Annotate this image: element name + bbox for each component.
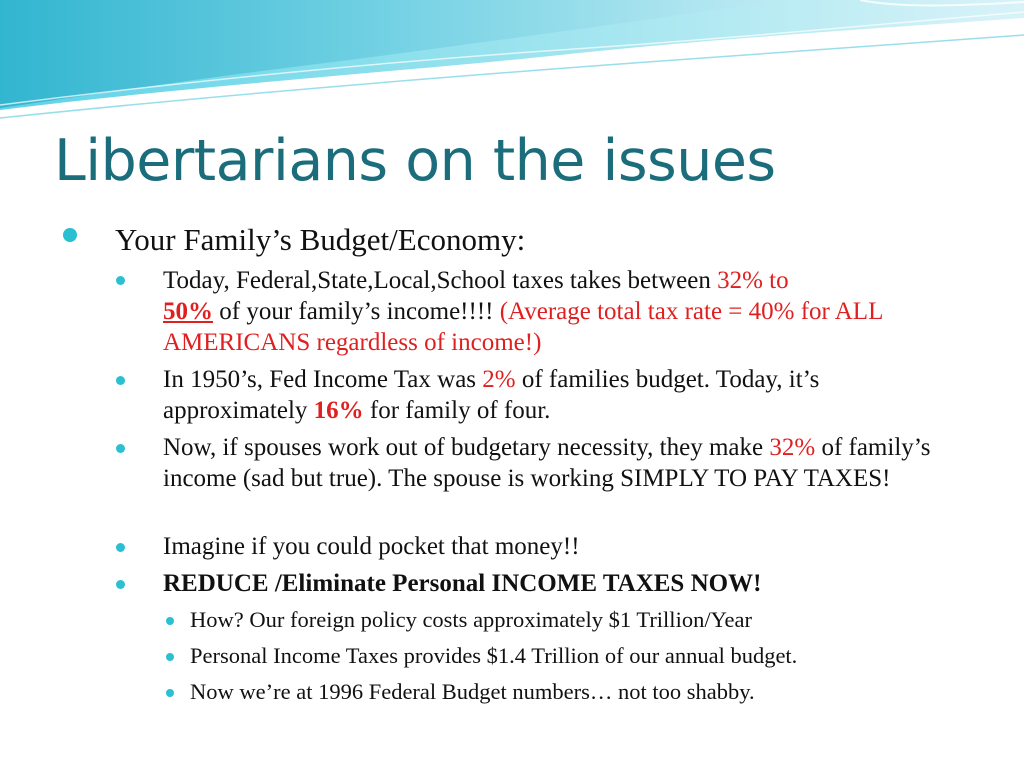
slide-title: Libertarians on the issues [54, 128, 776, 194]
highlight-text: (Average total tax rate = 40% for ALL AMERICANS regardless of income!) [163, 298, 883, 356]
item-text: for family of four. [363, 397, 551, 424]
bullet-icon [166, 653, 174, 661]
item-text: In 1950’s, Fed Income Tax was [163, 366, 483, 393]
list-item [163, 265, 963, 358]
sub-list-item: Personal Income Taxes provides $1.4 Trillion of our annual budget. [190, 643, 798, 668]
list-item [163, 364, 963, 426]
highlight-text: 32% [769, 434, 816, 461]
sub-list-item: Now we’re at 1996 Federal Budget numbers… not too shabby. [190, 679, 755, 704]
highlight-text: 16% [313, 397, 364, 424]
bullet-icon [116, 376, 125, 385]
sub-list-item: How? Our foreign policy costs approximately $1 Trillion/Year [190, 607, 753, 632]
highlight-text: 50% [163, 298, 213, 325]
bullet-icon [166, 689, 174, 697]
bullet-icon [116, 580, 125, 589]
bullet-icon [116, 543, 125, 552]
item-text: Today, Federal,State,Local,School taxes takes between [163, 267, 718, 294]
highlight-text: 32% to [717, 267, 789, 294]
bullet-icon [63, 228, 77, 242]
bullet-icon [116, 276, 125, 285]
item-text: of family’s income (sad but true). The spouse is working SIMPLY TO PAY TAXES! [163, 434, 931, 492]
bullet-icon [116, 444, 125, 453]
list-item [163, 432, 963, 494]
item-text: of families budget. Today, it’s approximately [163, 366, 820, 424]
item-text: Now, if spouses work out of budgetary necessity, they make [163, 434, 770, 461]
list-item: Imagine if you could pocket that money!! [163, 533, 580, 560]
bullet-icon [166, 617, 174, 625]
highlight-text: 2% [482, 366, 516, 393]
item-text: of your family’s income!!!! [213, 298, 500, 325]
section-heading: Your Family’s Budget/Economy: [115, 222, 526, 257]
list-item: REDUCE /Eliminate Personal INCOME TAXES NOW! [163, 570, 762, 597]
